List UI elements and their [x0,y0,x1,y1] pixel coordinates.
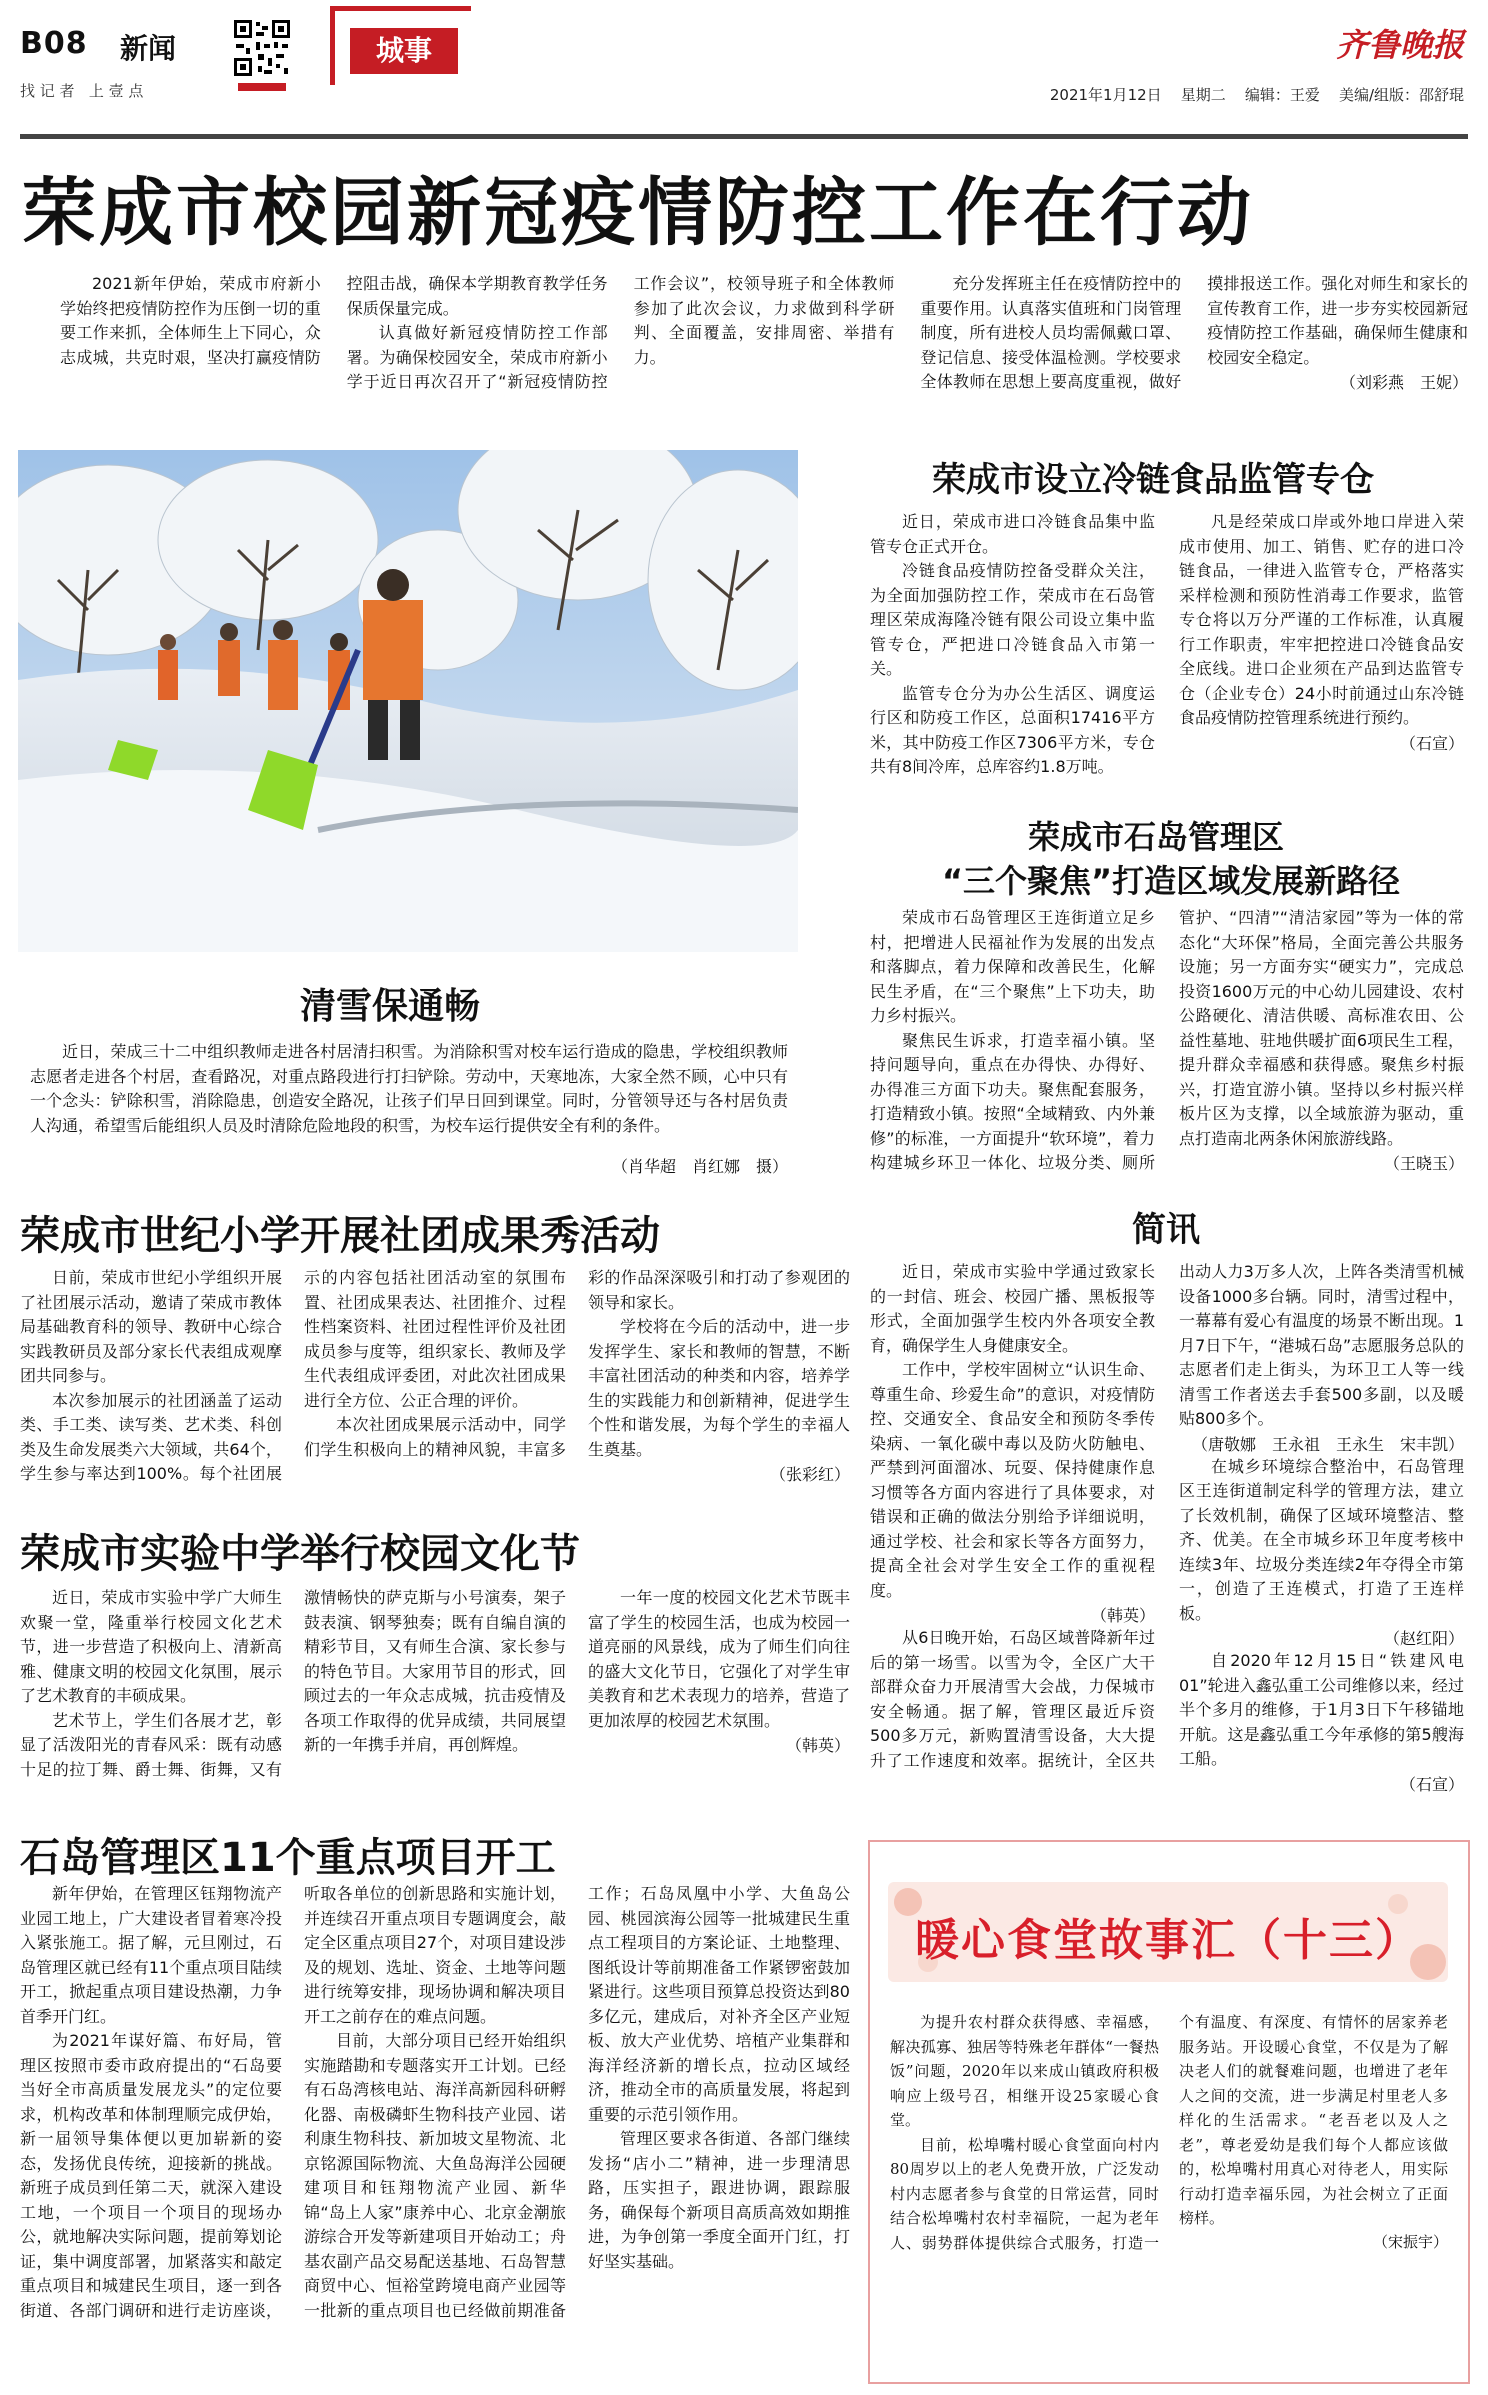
brief-para: 工作中，学校牢固树立“认识生命、尊重生命、珍爱生命”的意识，对疫情防控、交通安全、食品安全和预防冬季传染病、一氧化碳中毒以及防火防触电、严禁到河面溜冰、玩耍、保持健康作息习惯等各方面内容进行了具体要求，对错误和正确的做法分别给予详细说明，通过学校、社会和家长等各方面努力，提高全社会对学生安全工作的重视程度。 [870,1360,1155,1600]
paper-logo: 齐鲁晚报 [1335,26,1464,64]
shiji-headline: 荣成市世纪小学开展社团成果秀活动 [20,1213,660,1259]
brief-item [870,1260,1155,1626]
briefs-headline: 简讯 [1132,1210,1200,1250]
qr-code [232,18,292,94]
canteen-para: 目前，松埠嘴村暖心食堂面向村内80周岁以上的老人免费开放，广泛发动村内志愿者参与食堂的日常运营，同时结合松埠嘴村农村幸福院，一起为老年人、弱势群体提供综合式服务，打造一个有温度、有深度、有情怀的居家养老服务站。开设暖心食堂，不仅是为了解决老人们的就餐难问题，也增进了老年人之间的交流，进一步满足村里老人多样化的生活需求。“老吾老以及人之老”，尊老爱幼是我们每个人都应该做的，松埠嘴村用真心对待老人，用实际行动打造幸福乐园，为社会树立了正面榜样。 [890,2013,1448,2252]
canteen-byline: （宋振宇） [1372,2232,1448,2251]
shiyan-para: 一年一度的校园文化艺术节既丰富了学生的校园生活，也成为校园一道亮丽的风景线，成为了师生们向往的盛大文化节日，它强化了对学生审美教育和艺术表现力的培养，营造了更加浓厚的校园艺术氛围。 [588,1588,850,1730]
photo-headline: 清雪保通畅 [300,986,481,1027]
photo-caption: 近日，荣成三十二中组织教师走进各村居清扫积雪。为消除积雪对校车运行造成的隐患，学校组织教师志愿者走进各个村居，查看路况，对重点路段进行打扫铲除。劳动中，天寒地冻，大家全然不顾，心中只有一个念头：铲除积雪，消除隐患，创造安全路况，让孩子们早日回到课堂。同时，分管领导还与各村居负责人沟通，希望雪后能组织人员及时清除危险地段的积雪，为校车运行提供安全有利的条件。 [30,1042,788,1135]
brief-item [1179,1455,1464,1650]
shiyan-headline: 荣成市实验中学举行校园文化节 [20,1531,580,1577]
shidao-body [870,906,1464,1196]
lead-para: 2021新年伊始，荣成市府新小学始终把疫情防控作为压倒一切的重要工作来抓，全体师生上下同心，众志成城，共克时艰，坚决打赢疫情防控阻击战，确保本学期教育教学任务保质保量完成。 [60,274,608,367]
brief-byline: （赵红阳） [1383,1629,1464,1648]
page-number: B08 [20,26,88,61]
masthead-rule [20,134,1468,139]
coldchain-para: 近日，荣成市进口冷链食品集中监管专仓正式开仓。 [870,512,1155,556]
coldchain-body [870,510,1464,800]
snow-clearing-photo [18,450,798,952]
canteen-body [890,2010,1448,2372]
lead-headline: 荣成市校园新冠疫情防控工作在行动 [22,170,1254,256]
photo-byline: （肖华超 肖红娜 摄） [611,1157,788,1176]
canteen-banner [888,1882,1448,1982]
masthead [0,0,1488,135]
briefs-body [870,1260,1464,1820]
shiyan-body [20,1586,850,1822]
shidao-headline-2: “三个聚焦”打造区域发展新路径 [942,862,1401,900]
shiji-byline: （张彩红） [769,1465,850,1484]
coldchain-para: 凡是经荣成口岸或外地口岸进入荣成市使用、加工、销售、贮存的进口冷链食品，一律进入监管专仓，严格落实采样检测和预防性消毒工作要求，监管专仓将以万分严谨的工作标准，认真履行工作职责，牢牢把控进口冷链食品安全底线。进口企业须在产品到达监管专仓（企业专仓）24小时前通过山东冷链食品疫情防控管理系统进行预约。 [1179,512,1464,727]
coldchain-para: 监管专仓分为办公生活区、调度运行区和防疫工作区，总面积17416平方米，其中防疫工作区7306平方米，专仓共有8间冷库，总库容约1.8万吨。 [870,683,1155,776]
lead-para: 充分发挥班主任在疫情防控中的重要作用。认真落实值班和门岗管理制度，所有进校人员均需佩戴口罩、登记信息、接受体温检测。学校要求全体教师在思想上要高度重视，做好摸排报送工作。强化对师生和家长的宣传教育工作，进一步夯实校园新冠疫情防控工作基础，确保师生健康和校园安全稳定。 [920,274,1468,391]
brief-item [1179,1649,1464,1795]
lead-byline: （刘彩燕 王妮） [1339,373,1468,392]
shiji-para: 本次参加展示的社团涵盖了运动类、手工类、读写类、艺术类、科创类及生命发展类六大领域，共64个，学生参与率达到100%。每个社团展示的内容包括社团活动室的氛围布置、社团成果表达、社团推介、过程性档案资料、社团过程性评价及社团成员参与度等，组织家长、教师及学生代表组成评委团，对此次社团成果进行全方位、公正合理的评价。 [20,1268,566,1483]
shiji-body [20,1266,850,1516]
lead-para: 认真做好新冠疫情防控工作部署。为确保校园安全，荣成市府新小学于近日再次召开了“新冠疫情防控工作会议”，校领导班子和全体教师参加了此次会议，力求做到科学研判、全面覆盖，安排周密、举措有力。 [346,274,895,391]
shiyan-byline: （韩英） [785,1736,850,1755]
brief-para: 在城乡环境综合整治中，石岛管理区王连街道制定科学的管理方法，建立了长效机制，确保了区域环境整洁、整齐、优美。在全市城乡环卫年度考核中连续3年、垃圾分类连续2年夺得全市第一，创造了王连模式，打造了王连样板。 [1179,1456,1464,1623]
section-name: 新闻 [120,32,177,65]
projects-para: 为2021年谋好篇、布好局，管理区按照市委市政府提出的“石岛要当好全市高质量发展龙头”的定位要求，机构改革和体制理顺完成伊始，新一届领导集体便以更加崭新的姿态，发扬优良传统，迎接新的挑战。新班子成员到任第二天，就深入建设工地，一个项目一个项目的现场办公，就地解决实际问题，提前筹划论证，集中调度部署，加紧落实和敲定重点项目和城建民生项目，逐一到各街道、各部门调研和进行走访座谈，听取各单位的创新思路和实施计划，并连续召开重点项目专题调度会，敲定全区重点项目27个，对项目建设涉及的规划、选址、资金、土地等问题进行统筹安排，现场协调和解决项目开工之前存在的难点问题。 [20,1884,566,2320]
canteen-box [868,1840,1470,2384]
coldchain-headline: 荣成市设立冷链食品监管专仓 [932,460,1374,500]
canteen-para: 为提升农村群众获得感、幸福感，解决孤寡、独居等特殊老年群体“一餐热饭”问题，2020年以来成山镇政府积极响应上级号召，相继开设25家暖心食堂。 [890,2013,1159,2129]
lead-body [60,272,1468,424]
projects-para: 目前，大部分项目已经开始组织实施踏勘和专题落实开工计划。已经有石岛湾核电站、海洋高新园科研孵化器、南极磷虾生物科技产业园、诺利康生物科技、新加坡文星物流、北京铭源国际物流、大鱼岛海洋公园硬建项目和钰翔物流产业园、新华锦“岛上人家”康养中心、北京金潮旅游综合开发等新建项目开始动工；舟基农副产品交易配送基地、石岛智慧商贸中心、恒裕堂跨境电商产业园等一批新的重点项目也已经做前期准备工作；石岛凤凰中小学、大鱼岛公园、桃园滨海公园等一批城建民生重点工程项目的方案论证、土地整理、图纸设计等前期准备工作紧锣密鼓加紧进行。这些项目预算总投资达到80多亿元，建成后，对补齐全区产业短板、放大产业优势、培植产业集群和海洋经济新的增长点，拉动区域经济，推动全市的高质量发展，将起到重要的示范引领作用。 [304,1884,850,2320]
projects-body [20,1882,850,2382]
shiji-para: 本次社团成果展示活动中，同学们学生积极向上的精神风貌，丰富多彩的作品深深吸引和打动了参观团的领导和家长。 [304,1268,850,1459]
projects-para: 管理区要求各街道、各部门继续发扬“店小二”精神，进一步理清思路，压实担子，跟进协调，跟踪服务，确保每个新项目高质高效如期推进，为争创第一季度全面开门红，打好坚实基础。 [588,2129,850,2271]
coldchain-para: 冷链食品疫情防控备受群众关注，为全面加强防控工作，荣成市在石岛管理区荣成海隆冷链有限公司设立集中监管专仓，严把进口冷链食品入市第一关。 [870,561,1155,678]
shidao-para: 聚焦民生诉求，打造幸福小镇。坚持问题导向，重点在办得快、办得好、办得准三方面下功夫。聚焦配套服务，打造精致小镇。按照“全域精致、内外兼修”的标准，一方面提升“软环境”，着力构建城乡环卫一体化、垃圾分类、厕所管护、“四清”“清洁家园”等为一体的常态化“大环保”格局，全面完善公共服务设施；另一方面夯实“硬实力”，完成总投资1600万元的中心幼儿园建设、农村公路硬化、清洁供暖、高标准农田、公益性墓地、驻地供暖扩面6项民生工程，提升群众幸福感和获得感。聚焦乡村振兴，打造宜游小镇。坚持以乡村振兴样板片区为支撑，以全域旅游为驱动，重点打造南北两条休闲旅游线路。 [870,908,1464,1172]
coldchain-byline: （石宣） [1399,733,1464,753]
issue-info [1050,84,1464,105]
editor-credit: 编辑：王爱 [1244,86,1320,104]
brief-para: 自2020年12月15日“铁建风电01”轮进入鑫弘重工公司维修以来，经过半个多月的维修，于1月3日下午移锚地开航。这是鑫弘重工今年承修的第5艘海工船。 [1179,1651,1464,1768]
canteen-title: 暖心食堂故事汇（十三） [915,1915,1421,1966]
brief-para: 近日，荣成市实验中学通过致家长的一封信、班会、校园广播、黑板报等形式，全面加强学生校内外各项安全教育，确保学生人身健康安全。 [870,1262,1155,1355]
brief-byline: （韩英） [1090,1606,1155,1625]
brief-para: 从6日晚开始，石岛区域普降新年过后的第一场雪。以雪为令，全区广大干部群众奋力开展清雪大会战，力保城市安全畅通。据了解，管理区最近斥资500多万元，新购置清雪设备，大大提升了工作速度和效率。据统计，全区共出动人力3万多人次，上阵各类清雪机械设备1000多台辆。同时，清雪过程中，一幕幕有爱心有温度的场景不断出现。1月7日下午，“港城石岛”志愿服务总队的志愿者们走上街头，为环卫工人等一线清雪工作者送去手套500多副，以及暖贴800多个。 [870,1262,1464,1770]
shiyan-para: 艺术节上，学生们各展才艺，彰显了活泼阳光的青春风采：既有动感十足的拉丁舞、爵士舞、街舞，又有激情畅快的萨克斯与小号演奏，架子鼓表演、钢琴独奏；既有自编自演的精彩节目，又有师生合演、家长参与的特色节目。大家用节目的形式，回顾过去的一年众志成城，抗击疫情及各项工作取得的优异成绩，共同展望新的一年携手并肩，再创辉煌。 [20,1588,566,1779]
issue-weekday: 星期二 [1180,86,1226,104]
shiji-para: 学校将在今后的活动中，进一步发挥学生、家长和教师的智慧，不断丰富社团活动的种类和内容，培养学生的实践能力和创新精神，促进学生个性和谐发展，为每个学生的幸福人生奠基。 [588,1317,850,1459]
slogan: 找 记 者 上 壹 点 [20,82,144,100]
projects-headline: 石岛管理区11个重点项目开工 [20,1835,556,1881]
brief-byline: （唐敬娜 王永祖 王永生 宋丰凯） [1191,1434,1464,1454]
design-credit: 美编/组版：邵舒琨 [1338,86,1464,104]
shidao-headline-1: 荣成市石岛管理区 [1028,818,1285,856]
shiyan-para: 近日，荣成市实验中学广大师生欢聚一堂，隆重举行校园文化艺术节，进一步营造了积极向上、清新高雅、健康文明的校园文化氛围，展示了艺术教育的丰硕成果。 [20,1588,282,1705]
issue-date: 2021年1月12日 [1049,86,1162,104]
shidao-para: 荣成市石岛管理区王连街道立足乡村，把增进人民福祉作为发展的出发点和落脚点，着力保障和改善民生，化解民生矛盾，在“三个聚焦”上下功夫，助力乡村振兴。 [870,908,1155,1025]
column-label: 城事 [350,28,458,74]
shiji-para: 日前，荣成市世纪小学组织开展了社团展示活动，邀请了荣成市教体局基础教育科的领导、教研中心综合实践教研员及部分家长代表组成观摩团共同参与。 [20,1268,282,1385]
brief-byline: （石宣） [1399,1774,1464,1794]
shidao-byline: （王晓玉） [1383,1154,1464,1173]
projects-para: 新年伊始，在管理区钰翔物流产业园工地上，广大建设者冒着寒冷投入紧张施工。据了解，元旦刚过，石岛管理区就已经有11个重点项目陆续开工，掀起重点项目建设热潮，力争首季开门红。 [20,1884,282,2026]
